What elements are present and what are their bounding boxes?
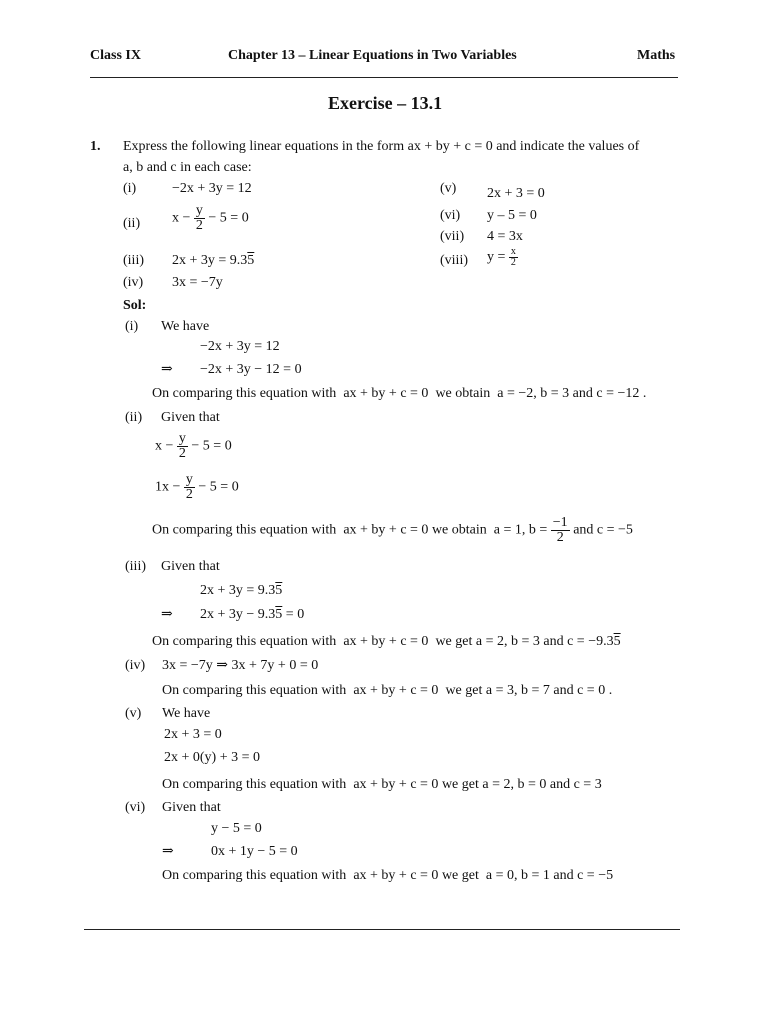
solution-label: Sol: bbox=[123, 298, 147, 313]
denominator: 2 bbox=[178, 446, 186, 461]
general-form: ax + by + c = 0 bbox=[353, 683, 439, 698]
fraction bbox=[177, 432, 188, 461]
header-chapter: Chapter 13 – Linear Equations in Two Variables bbox=[228, 48, 517, 63]
sol-v-compare bbox=[162, 777, 602, 792]
question-text-line1: Express the following linear equations in the form ax + by + c = 0 and indicate the values of bbox=[123, 139, 640, 154]
result: a = 3, b = 7 and c = 0 . bbox=[485, 683, 613, 698]
sol-vi-intro: Given that bbox=[162, 800, 221, 815]
result: a = −2, b = 3 and c = −12 . bbox=[497, 386, 647, 401]
sol-vi-compare bbox=[162, 868, 613, 883]
result: a = 2, b = 0 and c = 3 bbox=[482, 777, 602, 792]
sol-iv-line1: 3x = −7y ⇒ 3x + 7y + 0 = 0 bbox=[162, 658, 319, 673]
sol-i-line2: −2x + 3y − 12 = 0 bbox=[200, 362, 302, 377]
item-eq-ii bbox=[172, 204, 249, 233]
sol-iii-line1 bbox=[200, 583, 282, 598]
fraction bbox=[509, 247, 518, 268]
item-label-iii: (iii) bbox=[123, 253, 144, 268]
sol-iii-intro: Given that bbox=[161, 559, 220, 574]
result-part: a = 1, b = bbox=[493, 522, 548, 538]
question-number: 1. bbox=[90, 139, 101, 154]
result-part: a = 2, b = 3 and c = −9.3 bbox=[475, 634, 614, 649]
compare-text: On comparing this equation with bbox=[152, 522, 337, 538]
fraction bbox=[194, 204, 205, 233]
recurring-digit: 5 bbox=[247, 253, 255, 268]
recurring-digit: 5 bbox=[275, 607, 283, 622]
header-subject: Maths bbox=[637, 48, 676, 63]
denominator: 2 bbox=[510, 257, 516, 268]
compare-text: On comparing this equation with bbox=[152, 386, 337, 401]
compare-text: we obtain bbox=[435, 386, 491, 401]
item-label-iv: (iv) bbox=[123, 275, 144, 290]
sol-i-line1: −2x + 3y = 12 bbox=[200, 339, 280, 354]
implies-arrow: ⇒ bbox=[161, 607, 173, 622]
numerator: −1 bbox=[552, 515, 568, 530]
sol-i-compare bbox=[152, 386, 646, 401]
eq-part: 2x + 3y = 9.3 bbox=[200, 583, 276, 598]
header-class: Class IX bbox=[90, 48, 141, 63]
implies-arrow: ⇒ bbox=[162, 844, 174, 859]
compare-text: we get bbox=[435, 634, 473, 649]
compare-text: we get bbox=[445, 683, 483, 698]
exercise-title: Exercise – 13.1 bbox=[328, 93, 443, 113]
sol-vi-line2: 0x + 1y − 5 = 0 bbox=[211, 844, 298, 859]
eq-part: 2x + 3y − 9.3 bbox=[200, 607, 276, 622]
sol-i-label: (i) bbox=[125, 319, 139, 334]
sol-v-line2: 2x + 0(y) + 3 = 0 bbox=[164, 750, 261, 765]
item-eq-iv: 3x = −7y bbox=[172, 275, 223, 290]
eq-part: x − bbox=[155, 438, 174, 454]
compare-text: we get bbox=[441, 777, 479, 792]
item-eq-i: −2x + 3y = 12 bbox=[172, 181, 252, 196]
eq-part: − 5 = 0 bbox=[208, 210, 249, 226]
sol-ii-intro: Given that bbox=[161, 410, 220, 425]
footer-divider bbox=[84, 929, 680, 930]
numerator: y bbox=[195, 203, 203, 218]
item-label-ii: (ii) bbox=[123, 216, 141, 231]
general-form: ax + by + c = 0 bbox=[343, 386, 429, 401]
fraction bbox=[184, 473, 195, 502]
denominator: 2 bbox=[551, 530, 570, 545]
sol-iv-label: (iv) bbox=[125, 658, 146, 673]
result: a = 0, b = 1 and c = −5 bbox=[485, 868, 614, 883]
fraction bbox=[551, 516, 570, 545]
result-part: and c = −5 bbox=[573, 522, 633, 538]
item-label-vii: (vii) bbox=[440, 229, 465, 244]
sol-i-intro: We have bbox=[161, 319, 210, 334]
sol-v-line1: 2x + 3 = 0 bbox=[164, 727, 222, 742]
eq-part: 1x − bbox=[155, 479, 181, 495]
item-eq-v: 2x + 3 = 0 bbox=[487, 186, 545, 201]
sol-iii-label: (iii) bbox=[125, 559, 146, 574]
general-form: ax + by + c = 0 bbox=[343, 522, 429, 538]
general-form: ax + by + c = 0 bbox=[343, 634, 429, 649]
compare-text: On comparing this equation with bbox=[152, 634, 337, 649]
numerator: y bbox=[178, 431, 186, 446]
eq-part: x − bbox=[172, 210, 191, 226]
sol-ii-line2 bbox=[155, 473, 239, 502]
denominator: 2 bbox=[195, 218, 203, 233]
recurring-digit: 5 bbox=[275, 583, 283, 598]
item-eq-viii bbox=[487, 247, 518, 268]
general-form: ax + by + c = 0 bbox=[353, 777, 439, 792]
denominator: 2 bbox=[185, 487, 193, 502]
eq-part: − 5 = 0 bbox=[191, 438, 232, 454]
header-divider bbox=[90, 77, 678, 78]
sol-ii-label: (ii) bbox=[125, 410, 143, 425]
recurring-digit: 5 bbox=[613, 634, 621, 649]
general-form: ax + by + c = 0 bbox=[353, 868, 439, 883]
compare-text: On comparing this equation with bbox=[162, 868, 347, 883]
item-label-viii: (viii) bbox=[440, 253, 468, 268]
sol-iii-line2 bbox=[200, 607, 304, 622]
sol-vi-label: (vi) bbox=[125, 800, 146, 815]
sol-vi-line1: y − 5 = 0 bbox=[211, 821, 262, 836]
question-text-line2: a, b and c in each case: bbox=[123, 160, 252, 175]
item-eq-vi: y – 5 = 0 bbox=[487, 208, 537, 223]
item-label-v: (v) bbox=[440, 181, 457, 196]
sol-ii-line1 bbox=[155, 432, 232, 461]
eq-part: = 0 bbox=[282, 607, 305, 622]
compare-text: we get bbox=[441, 868, 479, 883]
eq-part: 2x + 3y = 9.3 bbox=[172, 253, 248, 268]
sol-iv-compare bbox=[162, 683, 612, 698]
item-eq-vii: 4 = 3x bbox=[487, 229, 523, 244]
sol-iii-compare bbox=[152, 634, 621, 649]
compare-text: On comparing this equation with bbox=[162, 683, 347, 698]
item-eq-iii bbox=[172, 253, 254, 268]
compare-text: On comparing this equation with bbox=[162, 777, 347, 792]
eq-part: − 5 = 0 bbox=[198, 479, 239, 495]
compare-text: we obtain bbox=[431, 522, 487, 538]
sol-v-intro: We have bbox=[162, 706, 211, 721]
numerator: y bbox=[185, 472, 193, 487]
item-label-vi: (vi) bbox=[440, 208, 461, 223]
sol-v-label: (v) bbox=[125, 706, 142, 721]
numerator: x bbox=[510, 246, 516, 257]
implies-arrow: ⇒ bbox=[161, 362, 173, 377]
item-label-i: (i) bbox=[123, 181, 137, 196]
eq-part: y = bbox=[487, 249, 506, 265]
sol-ii-compare bbox=[152, 516, 633, 545]
